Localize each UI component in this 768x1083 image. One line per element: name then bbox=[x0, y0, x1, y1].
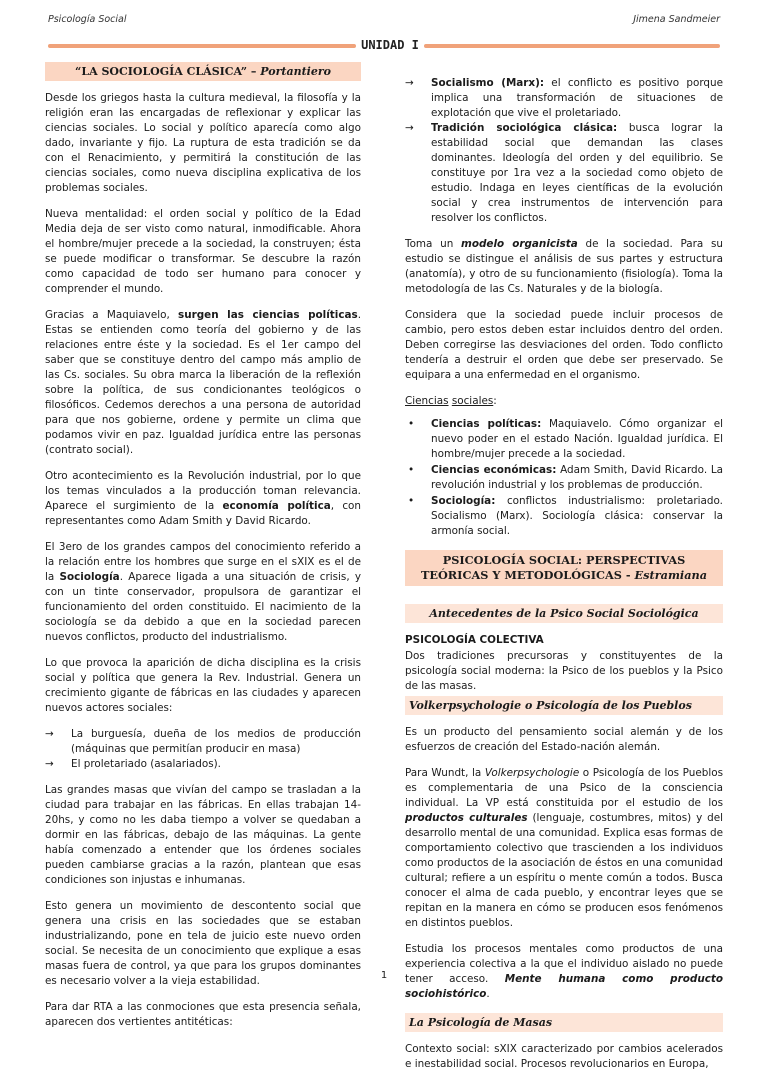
title-text: PSICOLOGÍA SOCIAL: PERSPECTIVAS TEÓRICAS Y METODOLÓGICAS - bbox=[420, 553, 686, 582]
text: o Psicología de los Pueblos es complementaria de una Psico de la consciencia individual. La VP está constituida por el estudio de los bbox=[405, 767, 723, 809]
paragraph bbox=[45, 469, 361, 529]
right-column bbox=[405, 76, 723, 1083]
text: Gracias a Maquiavelo, bbox=[45, 309, 179, 321]
left-column bbox=[45, 62, 361, 1041]
paragraph bbox=[45, 308, 361, 458]
title-text: “LA SOCIOLOGÍA CLÁSICA” – bbox=[75, 65, 261, 78]
text: : bbox=[493, 395, 497, 407]
bold-italic-text: productos culturales bbox=[405, 812, 528, 824]
bullet-icon: • bbox=[408, 418, 415, 430]
paragraph: Esto genera un movimiento de descontento social que genera una crisis en las sociedades que se estaban industrializando, pone en tela de juicio este nuevo orden social. Se necesita de un conocimiento que explique a esas masas fuera de control, ya que para los grupos dominantes es necesario volver a la vieja estabilidad. bbox=[45, 900, 361, 987]
text: . Aparece ligada a una situación de crisis, y con un tinte conservador, propulsora de garantizar el funcionamiento del orden constituido. El nacimiento de la sociología se da debido a que en la sociedad parecen nuevos conflictos, producto del industrialismo. bbox=[45, 571, 362, 643]
text: El 3ero de los grandes campos del conocimiento referido a la relación entre los hombres que surge en el sXIX es el de la bbox=[45, 541, 361, 583]
bold-italic-text: Mente humana como producto sociohistórico bbox=[405, 973, 723, 1000]
list-item bbox=[405, 417, 723, 462]
bold-text: surgen las ciencias políticas bbox=[178, 309, 358, 321]
actors-list bbox=[45, 727, 361, 772]
subsection-antecedentes: Antecedentes de la Psico Social Sociológica bbox=[405, 604, 723, 623]
paragraph bbox=[405, 766, 723, 931]
paragraph: Lo que provoca la aparición de dicha disciplina es la crisis social y política que genera la Rev. Industrial. Genera un crecimiento gigante de fábricas en las ciudades y aparecen nuevos actores sociales: bbox=[45, 657, 361, 714]
text: Toma un bbox=[405, 238, 462, 250]
list-item-text: conflictos industrialismo: proletariado. Socialismo (Marx). Sociología clásica: conservar la armonía social. bbox=[431, 495, 723, 537]
list-item-text: El proletariado (asalariados). bbox=[71, 758, 221, 770]
list-item bbox=[405, 463, 723, 493]
bullet-icon: • bbox=[408, 495, 415, 507]
list-item bbox=[405, 76, 723, 121]
list-item bbox=[405, 494, 723, 539]
list-item-text: Adam Smith, David Ricardo. La revolución industrial y los problemas de producción. bbox=[431, 464, 723, 491]
paragraph: Considera que la sociedad puede incluir procesos de cambio, pero estos deben estar incluidos dentro del orden. Deben corregirse las desviaciones del orden. Todo conflicto tendería a destruir el orden que debe ser preservado. Se equipara a una enfermedad en el organismo. bbox=[405, 309, 723, 381]
bullet-icon: • bbox=[408, 464, 415, 476]
bold-text: Sociología bbox=[59, 571, 120, 583]
section-title-psicologia-social bbox=[405, 550, 723, 586]
vertientes-list bbox=[405, 76, 723, 226]
arrow-icon: → bbox=[405, 122, 414, 134]
arrow-icon: → bbox=[45, 758, 54, 770]
ciencias-sociales-heading bbox=[405, 394, 723, 409]
bold-text: Tradición sociológica clásica: bbox=[431, 122, 618, 134]
bold-italic-text: modelo organicista bbox=[461, 238, 578, 250]
list-item-text: La burguesía, dueña de los medios de producción (máquinas que permitían producir en masa) bbox=[71, 728, 361, 755]
heading-psicologia-colectiva: PSICOLOGÍA COLECTIVA bbox=[405, 634, 544, 646]
paragraph bbox=[405, 237, 723, 297]
paragraph: Contexto social: sXIX caracterizado por cambios acelerados e inestabilidad social. Procesos revolucionarios en Europa, bbox=[405, 1043, 723, 1070]
paragraph: Nueva mentalidad: el orden social y político de la Edad Media deja de ser visto como natural, inmodificable. Ahora el hombre/mujer precede a la sociedad, la construyen; ésta se puede modificar o transformar. Se descubre la razón como capacidad de todo ser humano para conocer y comprender el mundo. bbox=[45, 208, 361, 295]
arrow-icon: → bbox=[405, 77, 414, 89]
header-right: Jimena Sandmeier bbox=[633, 14, 720, 25]
subsection-volkerpsychologie: Volkerpsychologie o Psicología de los Pueblos bbox=[405, 696, 723, 715]
list-item bbox=[45, 757, 361, 772]
bold-text: Socialismo (Marx): bbox=[431, 77, 545, 89]
text: Otro acontecimiento es la Revolución industrial, por lo que los temas vinculados a la producción toman relevancia. Aparece el surgimiento de la bbox=[45, 470, 361, 512]
paragraph: Dos tradiciones precursoras y constituyentes de la psicología social moderna: la Psico de los pueblos y la Psico de las masas. bbox=[405, 650, 723, 692]
paragraph: Es un producto del pensamiento social alemán y de los esfuerzos de creación del Estado-nación alemán. bbox=[405, 726, 723, 753]
underlined-text: sociales bbox=[451, 395, 494, 407]
bold-text: economía política bbox=[222, 500, 331, 512]
italic-text: Volkerpsychologie bbox=[484, 767, 580, 779]
paragraph bbox=[45, 540, 361, 645]
bold-text: Ciencias políticas: bbox=[431, 418, 542, 430]
header-left: Psicología Social bbox=[48, 14, 127, 25]
text: . bbox=[486, 988, 490, 1000]
list-item-text: Maquiavelo. Cómo organizar el nuevo poder en el estado Nación. Igualdad jurídica. El hombre/mujer precede a la sociedad. bbox=[431, 418, 723, 460]
paragraph: Para dar RTA a las conmociones que esta presencia señala, aparecen dos vertientes antitéticas: bbox=[45, 1001, 361, 1028]
subsection-psicologia-masas: La Psicología de Masas bbox=[405, 1013, 723, 1032]
underlined-text: Ciencias bbox=[405, 395, 449, 407]
list-item bbox=[405, 121, 723, 226]
title-author: Portantiero bbox=[260, 65, 331, 78]
title-author: Estramiana bbox=[634, 568, 708, 582]
list-item bbox=[45, 727, 361, 757]
text: Para Wundt, la bbox=[405, 767, 485, 779]
list-item-text: busca lograr la estabilidad social que demandan las clases dominantes. Ideología del orden y del equilibrio. Se constituye por 1ra vez a la sociedad como objeto de estudio. Indaga en leyes científicas de la evolución social y crea instrumentos de intervención para resolver los conflictos. bbox=[431, 122, 723, 224]
text: (lenguaje, costumbres, mitos) y del desarrollo mental de una comunidad. Explica esas formas de comportamiento colectivo que trascienden a los individuos como productos de la asociación de éstos en una comunidad cultural; refiere a un espíritu o mente común a todos. Busca conocer el alma de cada pueblo, y encontrar leyes que se repitan en la manera en cómo se producen esos fenómenos en distintos pueblos. bbox=[405, 812, 723, 929]
paragraph: Desde los griegos hasta la cultura medieval, la filosofía y la religión eran las encargadas de reflexionar y explicar las ciencias sociales. Lo social y político aparecía como algo dado, invariante y fijo. La ruptura de esta tradición se da con el Renacimiento, y permitirá la constitución de las ciencias sociales, como nueva disciplina explicativa de los problemas sociales. bbox=[45, 92, 361, 194]
list-item-text: el conflicto es positivo porque implica una transformación de situaciones de explotación que vive el proletariado. bbox=[431, 77, 724, 119]
arrow-icon: → bbox=[45, 728, 54, 740]
unit-divider-right bbox=[424, 44, 720, 48]
bold-text: Ciencias económicas: bbox=[431, 464, 557, 476]
text: de la sociedad. Para su estudio se distingue el análisis de sus partes y estructura (anatomía), y otro de su funcionamiento (fisiología). Toma la metodología de las Cs. Naturales y de la biología. bbox=[405, 238, 724, 295]
unit-divider-left bbox=[48, 44, 356, 48]
text: Estudia los procesos mentales como productos de una experiencia colectiva a la que el individuo aislado no puede tener acceso. bbox=[405, 943, 723, 985]
ciencias-list bbox=[405, 417, 723, 539]
text: . Estas se entienden como teoría del gobierno y de las relaciones entre éste y la sociedad. Es el 1er campo del saber que se constituye dentro del campo más amplio de las Cs. sociales. Su obra marca la liberación de la reflexión sobre la política, de sus condicionantes teológicos o filosóficos. Cedemos derechos a una persona de autoridad para que nos gobierne, ordene y permite un clima que podamos vivir en paz. Igualdad jurídica entre las personas (contrato social). bbox=[45, 309, 361, 456]
paragraph: Las grandes masas que vivían del campo se trasladan a la ciudad para trabajar en las fábricas. En ellas trabajan 14-20hs, y como no les daba tiempo a volver se quedaban a dormir en las fábricas, debajo de las máquinas. La gente había comenzado a entender que los órdenes sociales pueden cambiarse gracias a la razón, plantean que esas condiciones son injustas e inhumanas. bbox=[45, 784, 361, 886]
unit-title: UNIDAD I bbox=[361, 38, 419, 52]
section-title-sociologia-clasica bbox=[45, 62, 361, 81]
text: , con representantes como Adam Smith y David Ricardo. bbox=[45, 500, 361, 527]
bold-text: Sociología: bbox=[431, 495, 496, 507]
page-number: 1 bbox=[380, 970, 388, 981]
